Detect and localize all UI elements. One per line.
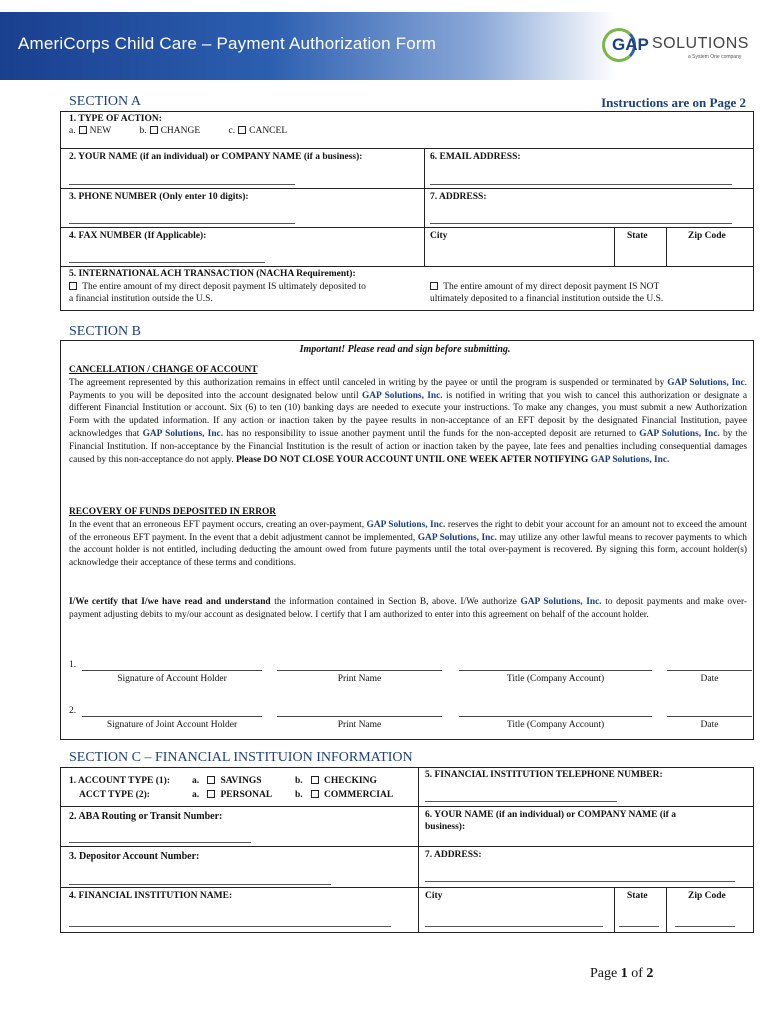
text: . Payments to you will be deposited into the account designated below until <box>69 377 748 401</box>
fax-label: 4. FAX NUMBER (If Applicable): <box>69 231 207 241</box>
divider <box>418 767 419 933</box>
cancel-label: CANCEL <box>249 126 288 136</box>
certify-bold: I/We certify that I/we have read and understand <box>69 597 271 607</box>
date-1-line[interactable] <box>667 670 752 671</box>
signature-joint-holder-caption: Signature of Joint Account Holder <box>106 720 238 730</box>
acct-type-2-label: ACCT TYPE (2): <box>79 790 150 800</box>
title-company-2-caption: Title (Company Account) <box>506 720 605 730</box>
new-checkbox[interactable] <box>79 126 87 134</box>
print-name-1-line[interactable] <box>277 670 442 671</box>
account-type-label: 1. ACCOUNT TYPE (1): <box>69 776 170 786</box>
divider <box>666 227 667 266</box>
name-label: 2. YOUR NAME (if an individual) or COMPANY NAME (if a business): <box>69 152 363 162</box>
recovery-heading: RECOVERY OF FUNDS DEPOSITED IN ERROR <box>69 507 277 517</box>
intl-option-1 <box>69 282 366 292</box>
title-company-1-line[interactable] <box>459 670 652 671</box>
change-checkbox[interactable] <box>150 126 158 134</box>
text: In the event that an erroneous EFT payment occurs, creating an over-payment, <box>69 519 367 530</box>
address-field[interactable] <box>430 223 732 224</box>
text: the information contained in Section B, above. I/We authorize <box>270 597 521 607</box>
option-b-letter: b. <box>139 126 147 136</box>
savings-checkbox[interactable] <box>207 776 215 784</box>
text: may utilize any other lawful means to recover payments to which the account holder is not entitled, including deducting the amount owed from future payments until the total over-payment is recovered. By signing this form, account holder(s) acknowledge their acceptance of these terms and conditions. <box>69 532 747 569</box>
intl-option-2-cont: ultimately deposited to a financial institution outside the U.S. <box>430 294 664 304</box>
company-name: GAP Solutions, Inc. <box>520 597 602 607</box>
fi-zip-label: Zip Code <box>688 891 726 901</box>
address-label: 7. ADDRESS: <box>430 192 487 202</box>
aba-label: 2. ABA Routing or Transit Number: <box>69 811 223 822</box>
fi-phone-label: 5. FINANCIAL INSTITUTION TELEPHONE NUMBER: <box>425 770 663 780</box>
text: by the Financial Institution. If non-acceptance by the Financial Institution is the result of action or inaction taken by the payee, late fees and penalties including consequential damages caused by this non-acceptance do not apply. <box>69 428 747 465</box>
signature-account-holder-line[interactable] <box>82 670 262 671</box>
personal-option <box>192 790 272 800</box>
divider <box>60 887 754 888</box>
intl-option-2-text: The entire amount of my direct deposit payment IS NOT <box>443 282 660 292</box>
company-name: GAP Solutions, Inc <box>667 377 745 388</box>
cancellation-heading: CANCELLATION / CHANGE OF ACCOUNT <box>69 365 258 375</box>
signature-1-number: 1. <box>69 660 77 670</box>
personal-checkbox[interactable] <box>207 790 215 798</box>
section-c-title: SECTION C – FINANCIAL INSTITUION INFORMATION <box>69 750 413 765</box>
aba-field[interactable] <box>69 842 251 843</box>
title-company-2-line[interactable] <box>459 716 652 717</box>
divider <box>424 148 425 266</box>
fi-name6-label: 6. YOUR NAME (if an individual) or COMPANY NAME (if a <box>425 810 676 820</box>
print-name-1-caption: Print Name <box>337 674 382 684</box>
text: reserves the right to debit your account for an amount not to exceed the amount of the erroneous EFT payment. In the event that a debit adjustment cannot be implemented, <box>69 519 747 543</box>
logo-secondary-text: SOLUTIONS <box>652 35 749 52</box>
section-b-title: SECTION B <box>69 324 141 339</box>
email-label: 6. EMAIL ADDRESS: <box>430 152 521 162</box>
fi-state-field[interactable] <box>619 926 659 927</box>
zip-label: Zip Code <box>688 231 726 241</box>
section-a-box <box>60 111 754 311</box>
checking-option <box>295 776 377 786</box>
date-1-caption: Date <box>700 674 719 684</box>
title-company-1-caption: Title (Company Account) <box>506 674 605 684</box>
company-name: GAP Solutions, Inc. <box>639 428 720 439</box>
signature-account-holder-caption: Signature of Account Holder <box>117 674 227 684</box>
signature-2-number: 2. <box>69 706 77 716</box>
fi-zip-field[interactable] <box>675 926 735 927</box>
page-number <box>590 966 653 982</box>
email-field[interactable] <box>430 184 732 185</box>
date-2-line[interactable] <box>667 716 752 717</box>
important-note: Important! Please read and sign before submitting. <box>299 344 511 355</box>
divider <box>60 806 754 807</box>
savings-option <box>192 776 262 786</box>
page-of: of <box>631 966 643 981</box>
savings-label: SAVINGS <box>220 776 262 786</box>
type-of-action-options <box>69 126 287 136</box>
depositor-field[interactable] <box>69 884 331 885</box>
divider <box>60 266 754 267</box>
company-name: GAP Solutions, Inc. <box>361 390 443 401</box>
divider <box>60 846 754 847</box>
option-a-letter: a. <box>69 126 76 136</box>
page-prefix: Page <box>590 966 618 981</box>
checking-checkbox[interactable] <box>311 776 319 784</box>
divider <box>60 188 754 189</box>
text: is notified in writing that you wish to cancel this authorization or designate a different Financial Institution or account. Six (6) to ten (10) banking days are needed to execute your instructions. To make any changes, you must submit a new Authorization Form with the updated information. If any action or inaction taken by the payee results in non-acceptance of an EFT deposit by the designated Financial Institution, payee acknowledges that <box>69 390 747 439</box>
intl-is-checkbox[interactable] <box>69 282 77 290</box>
phone-label: 3. PHONE NUMBER (Only enter 10 digits): <box>69 192 249 202</box>
gap-solutions-logo <box>602 26 757 66</box>
fi-phone-field[interactable] <box>425 801 617 802</box>
signature-joint-holder-line[interactable] <box>82 716 262 717</box>
fi-city-label: City <box>425 891 443 901</box>
page-current: 1 <box>620 966 628 981</box>
option-c-letter: c. <box>228 126 236 136</box>
cancel-checkbox[interactable] <box>238 126 246 134</box>
form-title: AmeriCorps Child Care – Payment Authorization Form <box>18 34 437 53</box>
letter: a. <box>192 776 200 786</box>
divider <box>60 148 754 149</box>
print-name-2-caption: Print Name <box>337 720 382 730</box>
text: The agreement represented by this authorization remains in effect until canceled in writing by the payee or until the program is suspended or terminated by <box>69 377 668 388</box>
phone-field[interactable] <box>69 223 295 224</box>
depositor-label: 3. Depositor Account Number: <box>69 851 200 862</box>
city-label: City <box>430 231 448 241</box>
section-c-box <box>60 767 754 933</box>
divider <box>614 887 615 933</box>
fi-state-label: State <box>627 891 648 901</box>
fi-address-label: 7. ADDRESS: <box>425 850 482 860</box>
company-name: GAP Solutions, Inc. <box>366 519 446 530</box>
fi-name-label: 4. FINANCIAL INSTITUTION NAME: <box>69 891 233 901</box>
intl-is-not-checkbox[interactable] <box>430 282 438 290</box>
commercial-option <box>295 790 393 800</box>
commercial-checkbox[interactable] <box>311 790 319 798</box>
divider <box>666 887 667 933</box>
intl-option-2 <box>430 282 659 292</box>
letter: a. <box>192 790 200 800</box>
fax-field[interactable] <box>69 262 265 263</box>
date-2-caption: Date <box>700 720 719 730</box>
change-label: CHANGE <box>160 126 201 136</box>
recovery-paragraph <box>69 506 747 570</box>
cancellation-paragraph <box>69 364 747 466</box>
company-name: GAP Solutions, Inc. <box>417 532 497 543</box>
divider <box>60 227 754 228</box>
intl-option-1-text: The entire amount of my direct deposit payment IS ultimately deposited to <box>82 282 366 292</box>
divider <box>614 227 615 266</box>
checking-label: CHECKING <box>324 776 377 786</box>
intl-ach-label: 5. INTERNATIONAL ACH TRANSACTION (NACHA Requirement): <box>69 269 356 279</box>
fi-name6-label-cont: business): <box>425 822 466 832</box>
fi-address-field[interactable] <box>425 881 735 882</box>
fi-city-field[interactable] <box>425 926 603 927</box>
logo-subtitle: a System One company <box>688 54 742 60</box>
letter: b. <box>295 790 303 800</box>
company-name: GAP Solutions, Inc. <box>142 428 224 439</box>
page-total: 2 <box>646 966 654 981</box>
logo-main-text: GAP <box>612 35 649 54</box>
text: to deposit payments and make over-payment adjusting debits to my/our account as designated below. I certify that I am authorized to enter into this agreement on behalf of the account holder. <box>69 597 748 620</box>
certification-paragraph <box>69 596 747 622</box>
text: has no responsibility to issue another payment until the funds for the non-accepted deposit are returned to <box>223 428 640 439</box>
personal-label: PERSONAL <box>220 790 273 800</box>
company-name: GAP Solutions, Inc. <box>590 454 670 465</box>
commercial-label: COMMERCIAL <box>324 790 394 800</box>
section-a-title: SECTION A <box>69 94 141 109</box>
bold-warning: Please DO NOT CLOSE YOUR ACCOUNT UNTIL ONE WEEK AFTER NOTIFYING <box>236 454 591 465</box>
name-field[interactable] <box>69 184 295 185</box>
intl-option-1-cont: a financial institution outside the U.S. <box>69 294 213 304</box>
type-of-action-label: 1. TYPE OF ACTION: <box>69 114 162 124</box>
state-label: State <box>627 231 648 241</box>
print-name-2-line[interactable] <box>277 716 442 717</box>
fi-name-field[interactable] <box>69 926 391 927</box>
instructions-note: Instructions are on Page 2 <box>601 95 746 110</box>
letter: b. <box>295 776 303 786</box>
new-label: NEW <box>89 126 112 136</box>
